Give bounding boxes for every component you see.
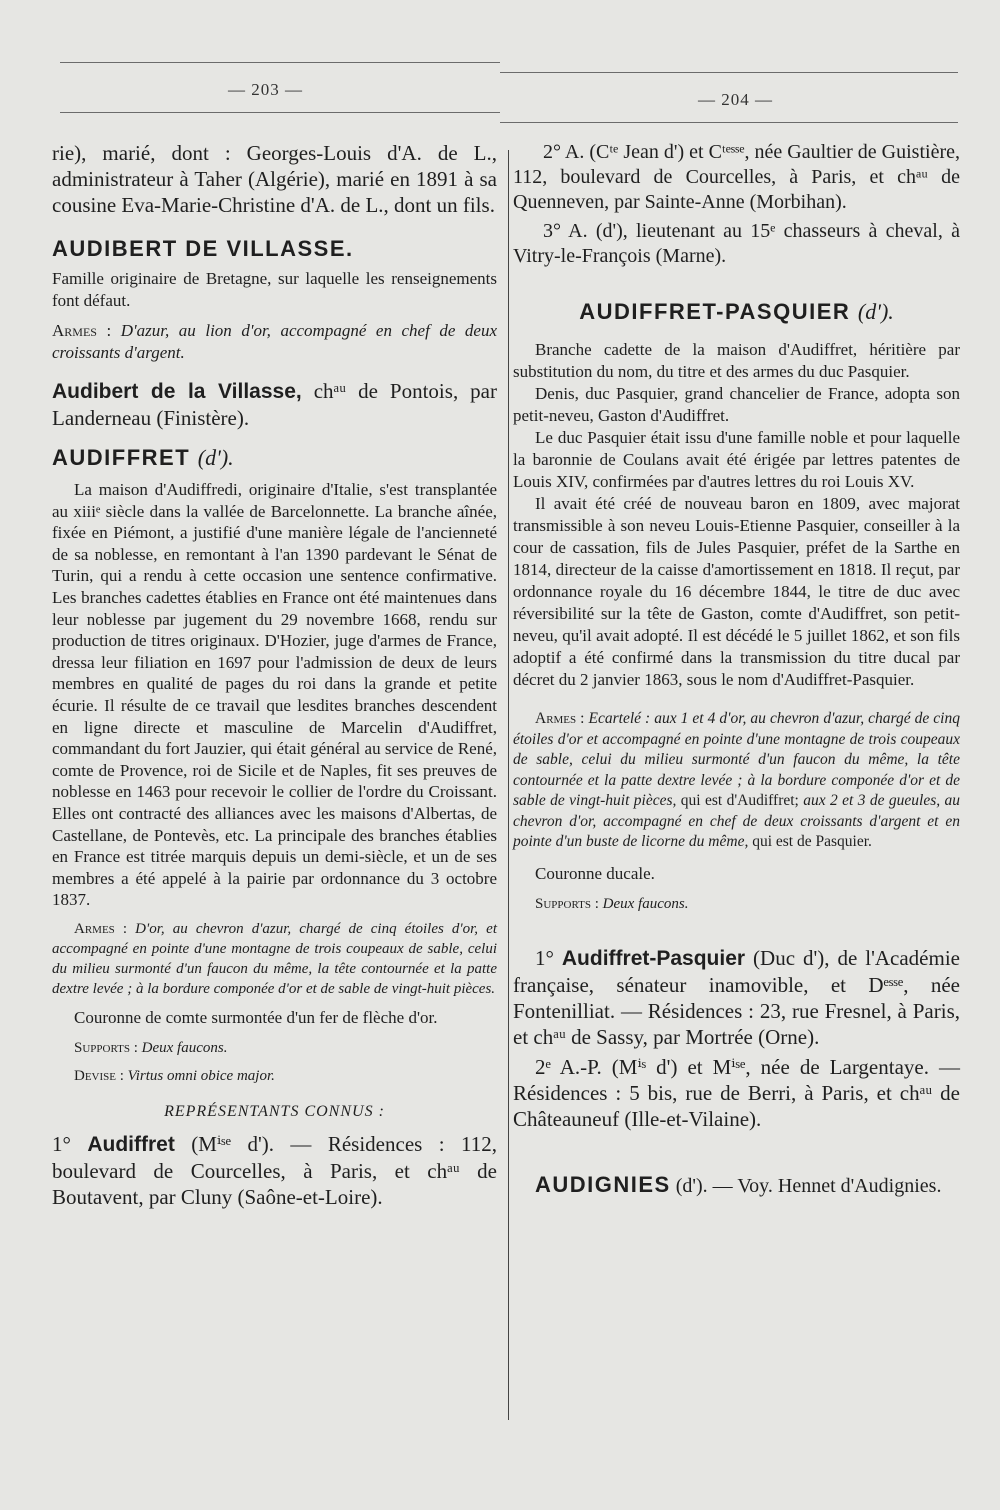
pasquier-arms (513, 709, 960, 853)
header-rule-left (60, 112, 500, 113)
representative-1-number: 1° (52, 1131, 71, 1156)
arms-label: Armes : (74, 920, 128, 937)
audiffret-motto (52, 1065, 497, 1087)
pasquier-crown: Couronne ducale. (535, 863, 655, 883)
page-number-right: — 204 — (698, 90, 773, 109)
top-rule-left (60, 62, 500, 63)
audiffret-arms (52, 919, 497, 999)
supports-label: Supports : (535, 895, 599, 912)
heading-audiffret (52, 445, 497, 471)
audiffret-history: La maison d'Audiffredi, originaire d'Italie, s'est transplantée au xiiiᵉ siècle dans la vallée de Barcelonnette. La branche aînée, fixée en Piémont, a justifié d'une manière légale de l'ancienneté de sa noblesse, en remontant à l'an 1390 pardevant le Sénat de Turin, qui a rendu à cette occasion une sentence confirmative. Les branches cadettes établies en France ont été maintenues dans leur noblesse par jugement du 29 novembre 1668, rendu sur production de titres originaux. D'Hozier, juge d'armes de France, dressa leur filiation en 1697 pour l'admission de deux de leurs membres en qualité de pages du roi dans la grande et petite écurie. Il résulte de ce travail que lesdites branches descendent en ligne directe et masculine de Marcelin d'Audiffret, commandant du fort Jauzier, qui était général au service de René, comte de Provence, roi de Sicile et de Naples, fit ses preuves de noblesse en 1463 pour recevoir le collier de l'ordre du Croissant. Elles ont contracté des alliances avec les maisons d'Albertas, de Castellane, de Pontevès, etc. La principale des branches établies en France est titrée marquis depuis un demi-siècle, et un de ses membres a été appelé à la pairie par ordonnance du 3 octobre 1837. (52, 480, 497, 910)
arms-text-4: qui est de Pasquier. (748, 833, 872, 850)
left-column (52, 140, 497, 1210)
heading-audignies: AUDIGNIES (535, 1171, 671, 1197)
right-column (513, 140, 960, 1199)
villasse-address: chᵃᵘ de Pontois, par Landerneau (Finistère). (52, 379, 497, 430)
representative-1-details: (Mⁱˢᵉ d'). — Résidences : 112, boulevard de Courcelles, à Paris, et chᵃᵘ de Boutavent, par Cluny (Saône-et-Loire). (52, 1131, 497, 1209)
pasquier-branch: Branche cadette de la maison d'Audiffret, héritière par substitution du nom, du titre et des armes du duc Pasquier. (513, 340, 960, 381)
known-representatives-heading: REPRÉSENTANTS CONNUS : (164, 1102, 385, 1120)
supports-label: Supports : (74, 1039, 138, 1056)
pasquier-family: Le duc Pasquier était issu d'une famille noble et pour laquelle la baronnie de Coulans avait été érigée par lettres patentes de Louis XIV, confirmées par d'autres lettres du roi Louis XV. (513, 428, 960, 491)
arms-text: D'or, au chevron d'azur, chargé de cinq étoiles d'or, et accompagné en pointe d'une montagne de trois coupeaux de sable, celui du milieu surmonté d'un faucon du même, la tête contournée et la patte dextre levée ; à la bordure componée d'or et de sable de vingt-huit pièces. (52, 920, 497, 997)
pasquier-supports (513, 893, 960, 915)
representative-1 (52, 1131, 497, 1210)
motto-label: Devise : (74, 1067, 124, 1084)
representative-3: 3° A. (d'), lieutenant au 15ᵉ chasseurs à cheval, à Vitry-le-François (Marne). (513, 220, 960, 267)
arms-label: Armes : (535, 710, 585, 727)
audignies-reference: (d'). — Voy. Hennet d'Audignies. (675, 1174, 942, 1197)
top-rule-right (500, 72, 958, 73)
header-rule-right (500, 122, 958, 123)
arms-text-2: qui est d'Audiffret; (676, 792, 804, 809)
pasquier-adoption: Denis, duc Pasquier, grand chancelier de France, adopta son petit-neveu, Gaston d'Audiffret. (513, 384, 960, 425)
representative-1-name: Audiffret (87, 1132, 175, 1156)
heading-audibert-de-villasse: AUDIBERT DE VILLASSE. (52, 236, 354, 261)
pasquier-representative-1-details: (Duc d'), de l'Académie française, sénateur inamovible, et Dᵉˢˢᵉ, née Fontenilliat. — Résidences : 23, rue Fresnel, à Paris, et chᵃᵘ de Sassy, par Mortrée (Orne). (513, 945, 960, 1049)
pasquier-representative-1-name: Audiffret-Pasquier (561, 946, 746, 970)
audignies-entry (513, 1172, 960, 1199)
pasquier-representative-1-number: 1° (535, 945, 554, 970)
page-number-left: — 203 — (228, 80, 303, 99)
heading-audiffret-pasquier-title: AUDIFFRET-PASQUIER (579, 299, 851, 324)
pasquier-history: Il avait été créé de nouveau baron en 1809, avec majorat transmissible à son neveu Louis-Etienne Pasquier, conseiller à la cour de cassation, fils de Jules Pasquier, préfet de la Sarthe en 1814, directeur de la caisse d'amortissement en 1818. Il reçut, par ordonnance royale du 16 décembre 1844, le titre de duc avec réversibilité sur la tête de Gaston, comte d'Audiffret, son petit-neveu, qu'il avait adopté. Il est décédé le 5 juillet 1862, et son fils adoptif a été confirmé dans la transmission du titre ducal par décret du 2 janvier 1863, sous le nom d'Audiffret-Pasquier. (513, 494, 960, 689)
heading-audiffret-pasquier (513, 299, 960, 325)
supports-value: Deux faucons. (602, 895, 689, 912)
entry-continuation: rie), marié, dont : Georges-Louis d'A. de L., administrateur à Taher (Algérie), marié en 1891 à sa cousine Eva-Marie-Christine d'A. de L., dont un fils. (52, 141, 497, 217)
arms-text-3: aux 2 et 3 de gueules, au chevron d'or, accompagné en chef de deux croissants d'argent et en pointe d'un buste de licorne du même, (513, 792, 961, 850)
supports-value: Deux faucons. (141, 1039, 228, 1056)
heading-audiffret-pasquier-particle: (d'). (857, 299, 894, 324)
heading-audiffret-title: AUDIFFRET (52, 445, 191, 470)
villasse-name: Audibert de la Villasse, (52, 380, 302, 403)
column-separator (508, 150, 509, 1420)
audiffret-crown: Couronne de comte surmontée d'un fer de flèche d'or. (74, 1007, 438, 1027)
arms-text-1: Ecartelé : aux 1 et 4 d'or, au chevron d'azur, chargé de cinq étoiles d'or et accompagné en pointe d'une montagne de trois coupeaux de sable, celui du milieu surmonté d'un faucon du même, la tête contournée et la patte dextre levée ; à la bordure componée d'or et de sable de vingt-huit pièces, (513, 710, 960, 809)
villasse-arms (52, 320, 497, 364)
villasse-description: Famille originaire de Bretagne, sur laquelle les renseignements font défaut. (52, 269, 497, 310)
motto-value: Virtus omni obice major. (127, 1067, 275, 1084)
representative-2-jean: 2° A. (Cᵗᵉ Jean d') et Cᵗᵉˢˢᵉ, née Gaultier de Guistière, 112, boulevard de Courcelles, à Paris, et chᵃᵘ de Quenneven, par Sainte-Anne (Morbihan). (513, 141, 960, 213)
heading-audiffret-particle: (d'). (197, 445, 234, 470)
audiffret-supports (52, 1037, 497, 1059)
arms-label: Armes : (52, 321, 112, 340)
pasquier-representative-1 (513, 945, 960, 1050)
pasquier-representative-2: 2ᵉ A.-P. (Mⁱˢ d') et Mⁱˢᵉ, née de Largentaye. — Résidences : 5 bis, rue de Berri, à Paris, et chᵃᵘ de Châteauneuf (Ille-et-Vilaine). (513, 1054, 960, 1131)
arms-text: D'azur, au lion d'or, accompagné en chef de deux croissants d'argent. (52, 321, 498, 362)
villasse-residence (52, 378, 497, 431)
